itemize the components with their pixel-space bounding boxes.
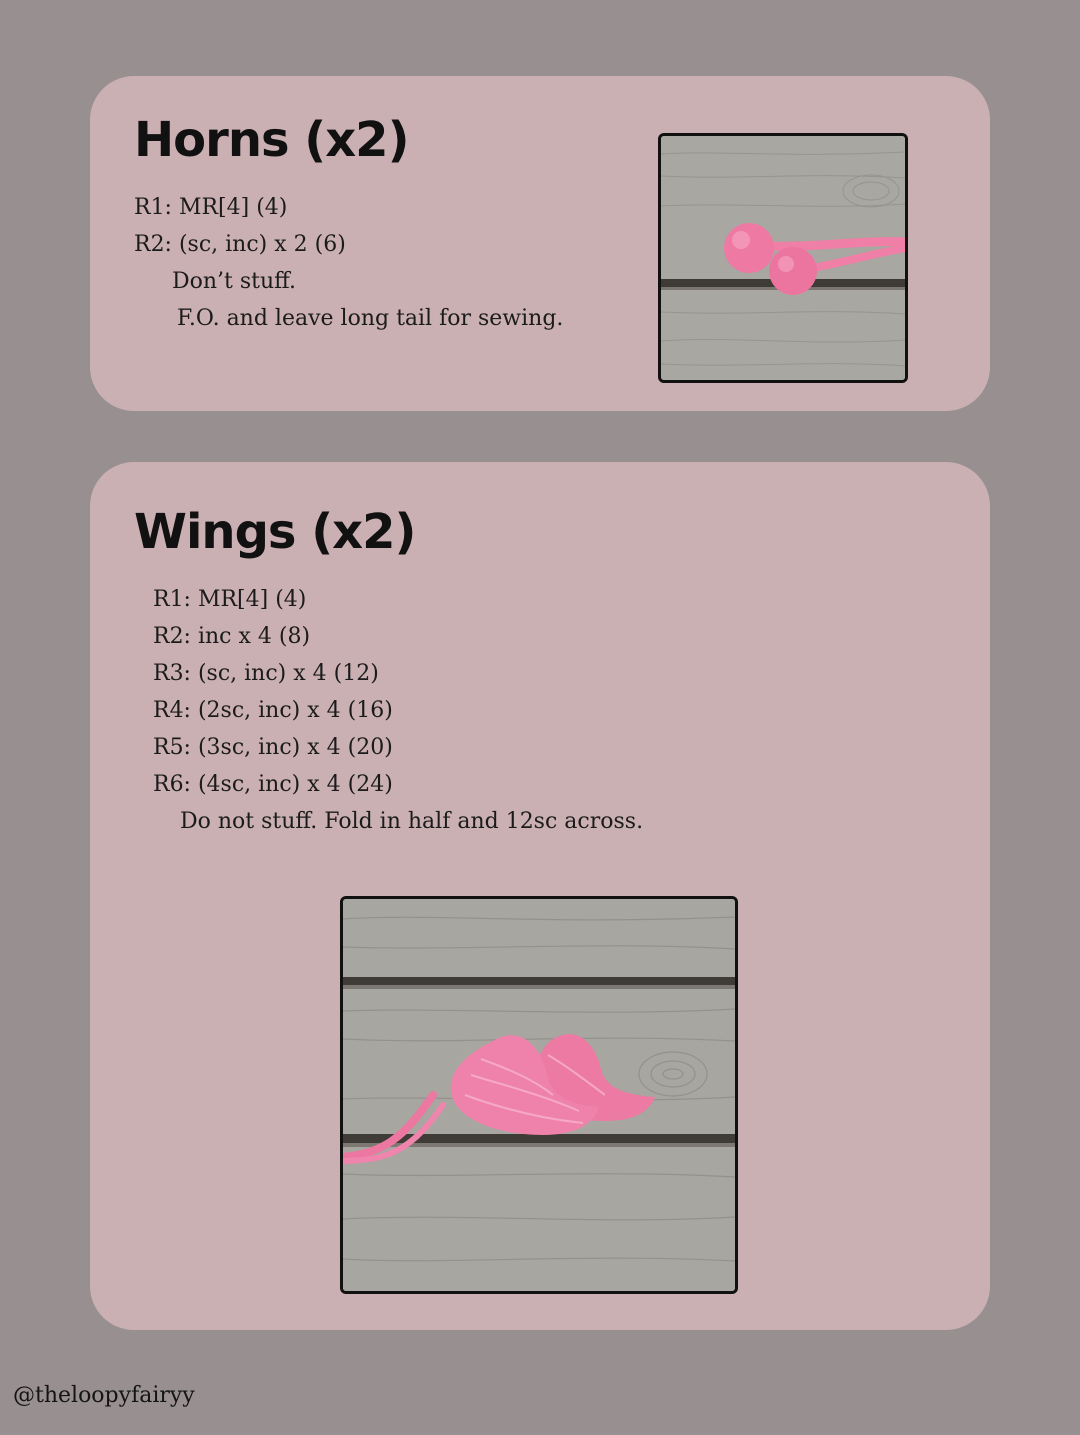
- horns-instruction-line: F.O. and leave long tail for sewing.: [177, 306, 564, 331]
- wings-instruction-line: R1: MR[4] (4): [153, 587, 307, 612]
- wings-instruction-line: R5: (3sc, inc) x 4 (20): [153, 735, 393, 760]
- horns-instructions: [134, 189, 563, 337]
- wings-instructions: [153, 581, 643, 840]
- wings-instruction-line: R2: inc x 4 (8): [153, 624, 311, 649]
- wings-instruction-line: R3: (sc, inc) x 4 (12): [153, 661, 379, 686]
- horns-photo: [658, 133, 908, 383]
- wings-instruction-line: Do not stuff. Fold in half and 12sc across.: [180, 809, 644, 834]
- horns-instruction-line: Don’t stuff.: [172, 269, 297, 294]
- horns-card: [90, 76, 990, 411]
- author-handle: @theloopyfairyy: [13, 1383, 195, 1408]
- wings-instruction-line: R6: (4sc, inc) x 4 (24): [153, 772, 393, 797]
- horns-instruction-line: R1: MR[4] (4): [134, 195, 288, 220]
- horns-title: Horns (x2): [134, 112, 409, 168]
- wings-instruction-line: R4: (2sc, inc) x 4 (16): [153, 698, 393, 723]
- wings-photo: [340, 896, 738, 1294]
- horns-instruction-line: R2: (sc, inc) x 2 (6): [134, 232, 346, 257]
- wings-title: Wings (x2): [134, 504, 416, 560]
- wings-card: [90, 462, 990, 1330]
